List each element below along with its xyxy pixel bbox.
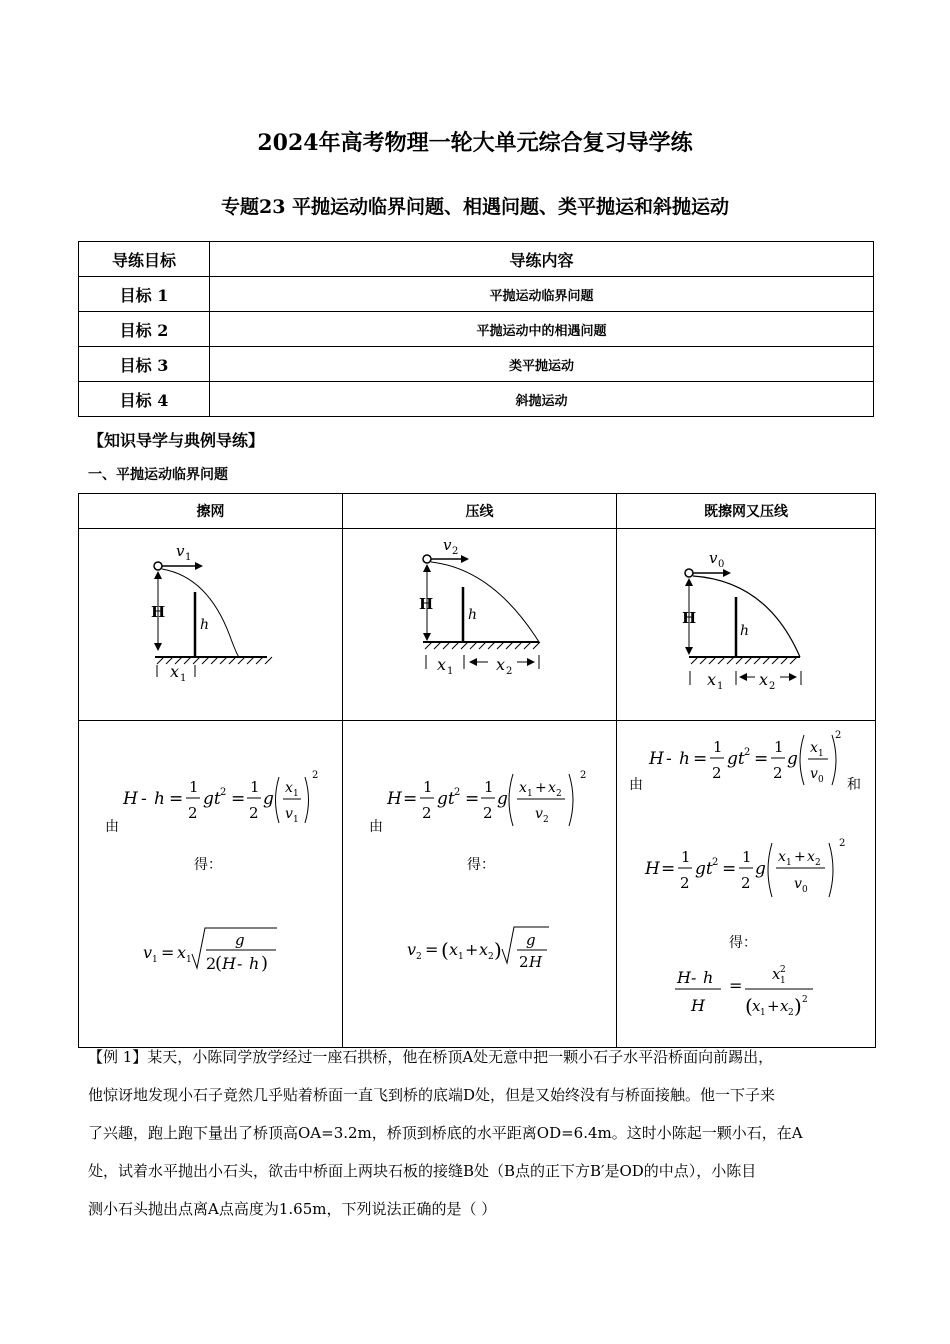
svg-text:g: g [755,859,766,879]
example-line: 处，试着水平抛出小石头，欲击中桥面上两块石板的接缝B处（B点的正下方B′是OD的中点），小陈目 [88,1162,757,1180]
ground-hatch [506,642,513,649]
svg-text:=: = [231,789,246,809]
example-line: 了兴趣，跑上跑下量出了桥顶高OA=3.2m，桥顶到桥底的水平距离OD=6.4m。这时小陈起一颗小石，在A [88,1124,803,1142]
svg-text:2: 2 [454,787,461,798]
svg-text:(: ( [215,953,223,974]
ground-hatch [256,657,263,664]
formula-line [343,721,616,1043]
svg-text:H: H [387,789,402,809]
svg-text:g: g [526,931,536,949]
svg-text:g: g [235,931,245,949]
goal-cell: 目标 4 [79,382,210,417]
svg-text:-: - [237,954,243,973]
table-row [79,277,874,312]
formula-both [617,721,875,1043]
header-goal: 导练目标 [79,242,210,277]
svg-text:0: 0 [802,885,808,895]
table-row [79,382,874,417]
svg-text:H: H [691,996,705,1015]
example-line: 测小石头抛出点离A点高度为1.65m，下列说法正确的是（ ） [88,1200,497,1218]
svg-text:=: = [403,789,418,809]
svg-text:x: x [449,940,459,959]
ground-hatch [781,657,788,664]
ground-hatch [790,657,797,664]
svg-text:2: 2 [835,730,842,741]
svg-text:gt: gt [203,789,221,809]
svg-text:H: H [677,968,691,987]
svg-text:v: v [709,549,718,567]
svg-text:2: 2 [188,804,198,822]
svg-text:-: - [691,968,697,987]
svg-text:2: 2 [773,764,783,782]
svg-text:(: ( [745,994,753,1018]
ground-hatch [229,657,236,664]
svg-text:1: 1 [780,976,786,986]
svg-text:1: 1 [527,789,533,799]
content-cell: 斜抛运动 [210,382,874,417]
page-title: 2024年高考物理一轮大单元综合复习导学练 [257,130,693,156]
svg-text:2: 2 [422,804,432,822]
svg-text:2: 2 [744,747,751,758]
goal-cell: 目标 3 [79,347,210,382]
svg-text:1: 1 [760,1008,766,1018]
svg-text:(: ( [441,938,449,962]
svg-text:2: 2 [416,952,422,962]
case-header-both: 既擦网又压线 [617,494,876,529]
figures-row [79,529,876,721]
svg-text:1: 1 [189,778,199,796]
svg-text:2: 2 [488,952,494,962]
ground-hatch [247,657,254,664]
svg-text:2: 2 [815,858,821,868]
table-row [79,347,874,382]
svg-text:H: H [419,595,434,613]
svg-text:2: 2 [249,804,259,822]
svg-text:H: H [222,954,236,973]
svg-text:2: 2 [741,874,751,892]
svg-text:g: g [787,749,798,769]
svg-text:2: 2 [543,815,549,825]
svg-text:2: 2 [680,874,690,892]
svg-text:x: x [496,655,506,674]
ground-hatch [727,657,734,664]
svg-text:+: + [535,780,547,796]
svg-text:v: v [443,536,452,554]
svg-text:由: 由 [629,777,643,793]
example-line: 【例 1】某天，小陈同学放学经过一座石拱桥，他在桥顶A处无意中把一颗小石子水平沿桥面向前踢出， [88,1048,774,1066]
section-heading: 【知识导学与典例导练】 [88,431,265,450]
svg-text:-: - [141,789,147,809]
svg-text:H: H [645,859,660,879]
ground-hatch [238,657,245,664]
ground-hatch [745,657,752,664]
svg-text:): ) [794,994,802,1018]
svg-text:1: 1 [818,749,824,759]
svg-text:x: x [437,655,447,674]
svg-text:2: 2 [580,770,587,781]
figure-line-diagram [343,529,616,716]
ground-hatch [265,657,272,664]
svg-text:+: + [465,940,479,959]
svg-text:1: 1 [293,789,299,799]
ground-hatch [488,642,495,649]
goal-cell: 目标 2 [79,312,210,347]
svg-text:): ) [261,953,269,974]
svg-text:2: 2 [712,857,719,868]
svg-text:2: 2 [506,666,513,677]
H-label: H [151,603,166,621]
page-subtitle: 专题23 平抛运动临界问题、相遇问题、类平抛运和斜抛运动 [220,196,730,218]
svg-text:x: x [807,849,815,865]
svg-text:v: v [794,876,802,892]
ground-hatch [425,642,432,649]
svg-text:由: 由 [369,819,383,835]
svg-text:x: x [177,943,187,962]
ground-hatch [736,657,743,664]
svg-text:2: 2 [788,1008,794,1018]
example-line: 他惊讶地发现小石子竟然几乎贴着桥面一直飞到桥的底端D处，但是又始终没有与桥面接触。他一下子来 [88,1086,776,1104]
case-header-net: 擦网 [79,494,343,529]
ground-hatch [452,642,459,649]
svg-text:2: 2 [519,953,529,971]
you-text: 由 [105,819,119,835]
svg-text:=: = [161,943,175,962]
svg-text:x: x [772,965,781,983]
svg-text:1: 1 [774,738,784,756]
figure-cell-net [79,529,343,721]
svg-text:=: = [661,859,676,879]
table-row [79,312,874,347]
svg-text:H: H [682,609,697,627]
svg-text:x: x [479,940,489,959]
svg-text:+: + [794,849,806,865]
formula-cell-both [617,721,876,1048]
ground-hatch [193,657,200,664]
cases-header-row [79,494,876,529]
ground-hatch [443,642,450,649]
example-paragraph [88,1038,868,1228]
svg-text:x: x [548,780,556,796]
svg-text:1: 1 [484,778,494,796]
svg-text:1: 1 [186,955,192,965]
goal-cell: 目标 1 [79,277,210,312]
svg-text:1: 1 [713,738,723,756]
svg-text:x: x [810,740,818,756]
svg-text:v: v [810,766,818,782]
svg-text:2: 2 [839,838,846,849]
svg-text:1: 1 [423,778,433,796]
figure-both-diagram [617,529,875,716]
section-one-title: 一、平抛运动临界问题 [88,467,228,483]
v1-label: v [176,542,185,560]
svg-text:=: = [754,749,769,769]
figure-net-diagram [79,529,342,716]
svg-text:2: 2 [452,546,459,557]
header-content: 导练内容 [210,242,874,277]
figure-cell-line [343,529,617,721]
content-cell: 平抛运动临界问题 [210,277,874,312]
table-header-row [79,242,874,277]
svg-text:): ) [494,938,502,962]
ground-hatch [220,657,227,664]
svg-text:1: 1 [681,848,691,866]
svg-text:gt: gt [727,749,745,769]
svg-text:g: g [497,789,508,809]
svg-text:2: 2 [556,789,562,799]
svg-text:h: h [703,968,714,987]
svg-text:2: 2 [220,787,227,798]
content-cell: 平抛运动中的相遇问题 [210,312,874,347]
svg-text:1: 1 [786,858,792,868]
svg-text:=: = [425,940,439,959]
ground-hatch [718,657,725,664]
svg-text:gt: gt [695,859,713,879]
formula-cell-net [79,721,343,1048]
ground-hatch [533,642,540,649]
svg-text:h: h [740,623,750,639]
svg-text:0: 0 [718,559,725,570]
ground-hatch [211,657,218,664]
svg-text:2: 2 [780,965,786,975]
ground-hatch [700,657,707,664]
ground-hatch [461,642,468,649]
svg-text:h: h [249,954,260,973]
x1-label: x [170,662,180,681]
svg-text:1: 1 [293,815,299,825]
formulas-row [79,721,876,1048]
ground-hatch [515,642,522,649]
svg-text:2: 2 [312,770,319,781]
svg-text:x: x [752,997,761,1015]
svg-text:g: g [263,789,274,809]
content-cell: 类平抛运动 [210,347,874,382]
svg-text:=: = [722,859,737,879]
svg-text:2: 2 [483,804,493,822]
svg-text:=: = [729,976,743,995]
svg-text:1: 1 [458,952,464,962]
svg-text:1: 1 [250,778,260,796]
svg-text:2: 2 [206,954,217,973]
svg-text:h: h [679,749,690,769]
ground-hatch [709,657,716,664]
ground-hatch [691,657,698,664]
de-text: 得： [194,857,222,873]
svg-text:得：: 得： [729,935,757,951]
ground-hatch [157,657,164,664]
svg-text:2: 2 [712,764,722,782]
svg-text:2: 2 [802,995,808,1005]
cases-table [78,493,876,1048]
svg-text:x: x [759,670,769,689]
svg-text:x: x [778,849,786,865]
ground-hatch [497,642,504,649]
svg-text:1: 1 [185,552,192,563]
svg-text:x: x [707,670,717,689]
ground-hatch [754,657,761,664]
formula-net [79,721,342,1043]
he-text: 和 [847,777,861,793]
case-header-line: 压线 [343,494,617,529]
svg-text:v: v [407,940,417,959]
svg-text:1: 1 [152,955,158,965]
h-label: h [200,617,210,633]
ground-hatch [524,642,531,649]
ground-hatch [202,657,209,664]
ground-hatch [763,657,770,664]
ground-hatch [479,642,486,649]
svg-text:h: h [468,607,478,623]
goals-table [78,241,874,417]
svg-text:v: v [285,806,293,822]
svg-text:x: x [285,780,293,796]
svg-text:1: 1 [742,848,752,866]
svg-text:=: = [465,789,480,809]
figure-cell-both [617,529,876,721]
svg-text:v: v [143,943,153,962]
ground-hatch [184,657,191,664]
ground-hatch [470,642,477,649]
svg-text:x: x [780,997,789,1015]
svg-text:-: - [666,749,672,769]
ground-hatch [772,657,779,664]
svg-text:v: v [535,806,543,822]
svg-text:x: x [519,780,527,796]
svg-text:1: 1 [447,666,454,677]
svg-text:H: H [123,789,138,809]
formula-cell-line [343,721,617,1048]
ground-hatch [434,642,441,649]
svg-text:=: = [169,789,184,809]
svg-text:1: 1 [180,673,187,684]
svg-text:H: H [529,953,543,971]
svg-text:=: = [693,749,708,769]
svg-text:H: H [649,749,664,769]
svg-text:gt: gt [437,789,455,809]
svg-text:h: h [154,789,165,809]
svg-text:1: 1 [717,681,724,692]
svg-text:0: 0 [818,775,824,785]
svg-text:2: 2 [769,681,776,692]
svg-text:得：: 得： [467,857,495,873]
svg-text:+: + [767,997,780,1015]
